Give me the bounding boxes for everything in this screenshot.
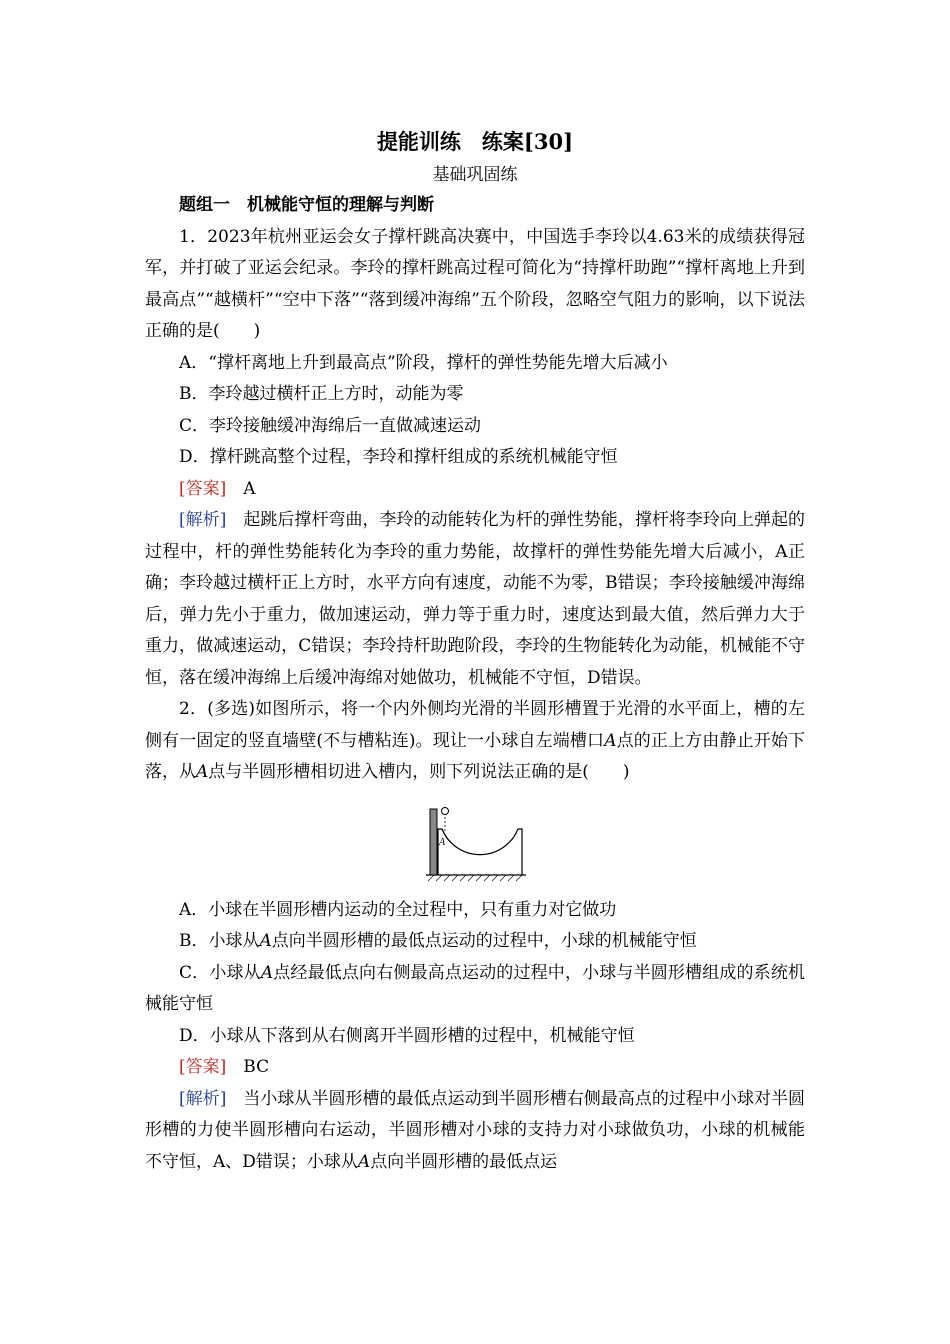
question-2-stem bbox=[145, 694, 805, 789]
page-title: 提能训练 练案[30] bbox=[376, 129, 574, 154]
ground-hatching bbox=[428, 875, 522, 881]
answer-tag: [答案] bbox=[179, 478, 227, 499]
point-label: A bbox=[259, 931, 272, 951]
group-heading: 题组一 机械能守恒的理解与判断 bbox=[179, 195, 434, 215]
question-2-analysis bbox=[145, 1084, 805, 1179]
stem-text: 2．(多选)如图所示，将一个内外侧均光滑的半圆形槽置于光滑的水平面上，槽的左侧有一固定的竖直墙壁(不与槽粘连)。现让一小球自左端槽口 bbox=[145, 699, 805, 751]
question-1-option-a: A．“撑杆离地上升到最高点”阶段，撑杆的弹性势能先增大后减小 bbox=[179, 352, 668, 373]
section-subtitle: 基础巩固练 bbox=[432, 165, 518, 185]
stem-text: 点与半圆形槽相切进入槽内，则下列说法正确的是( ) bbox=[208, 762, 630, 782]
question-2-answer bbox=[145, 1052, 805, 1084]
analysis-tag: [解析] bbox=[179, 510, 227, 530]
ball bbox=[442, 807, 449, 814]
option-text: C．小球从 bbox=[179, 962, 261, 983]
analysis-tag: [解析] bbox=[179, 1088, 227, 1109]
option-text: B．小球从 bbox=[179, 931, 260, 951]
question-1-option-c: C．李玲接触缓冲海绵后一直做减速运动 bbox=[179, 415, 482, 436]
point-label: A bbox=[196, 762, 209, 782]
point-label: A bbox=[604, 730, 617, 751]
question-2-option-a: A．小球在半圆形槽内运动的全过程中，只有重力对它做功 bbox=[179, 899, 617, 920]
half-pipe-diagram bbox=[420, 803, 530, 885]
question-2-option-b bbox=[145, 926, 805, 958]
option-text: 点经最低点向右侧最高点运动的过程中，小球与半圆形槽组成的系统机械能守恒 bbox=[145, 962, 806, 1014]
point-a-label: A bbox=[438, 836, 446, 848]
wall bbox=[430, 809, 437, 875]
point-label: A bbox=[260, 962, 274, 983]
analysis-text: 点向半圆形槽的最低点运 bbox=[370, 1151, 558, 1172]
question-1-option-d: D．撑杆跳高整个过程，李玲和撑杆组成的系统机械能守恒 bbox=[179, 447, 618, 467]
question-1-option-b: B．李玲越过横杆正上方时，动能为零 bbox=[179, 384, 464, 404]
option-text: 点向半圆形槽的最低点运动的过程中，小球的机械能守恒 bbox=[271, 931, 697, 951]
question-1-stem: 1．2023年杭州亚运会女子撑杆跳高决赛中，中国选手李玲以4.63米的成绩获得冠军，并打破了亚运会纪录。李玲的撑杆跳高过程可简化为“持撑杆助跑”“撑杆离地上升到最高点”“越横杆”“空中下落”“落到缓冲海绵”五个阶段，忽略空气阻力的影响，以下说法正确的是( ) bbox=[145, 226, 805, 341]
question-1-answer bbox=[145, 474, 805, 506]
answer-value: A bbox=[243, 478, 256, 499]
analysis-text: 当小球从半圆形槽的最低点运动到半圆形槽右侧最高点的过程中小球对半圆形槽的力使半圆形槽向右运动，半圆形槽对小球的支持力对小球做负功，小球的机械能不守恒，A、D错误；小球从 bbox=[145, 1088, 806, 1172]
answer-value: BC bbox=[243, 1057, 270, 1077]
question-2-option-c bbox=[145, 958, 805, 1021]
stem-text: 点的正上方由静止开始下落，从 bbox=[145, 730, 806, 782]
point-label: A bbox=[357, 1151, 371, 1172]
answer-tag: [答案] bbox=[179, 1057, 227, 1077]
question-2-figure bbox=[145, 803, 805, 885]
analysis-text: 起跳后撑杆弯曲，李玲的动能转化为杆的弹性势能，撑杆将李玲向上弹起的过程中，杆的弹性势能转化为李玲的重力势能，故撑杆的弹性势能先增大后减小，A正确；李玲越过横杆正上方时，水平方向有速度，动能不为零，B错误；李玲接触缓冲海绵后，弹力先小于重力，做加速运动，弹力等于重力时，速度达到最大值，然后弹力大于重力，做减速运动，C错误；李玲持杆助跑阶段，李玲的生物能转化为动能，机械能不守恒，落在缓冲海绵上后缓冲海绵对她做功，机械能不守恒，D错误。 bbox=[145, 510, 806, 688]
question-1-analysis bbox=[145, 505, 805, 694]
document-body bbox=[145, 128, 805, 1178]
question-2-option-d: D．小球从下落到从右侧离开半圆形槽的过程中，机械能守恒 bbox=[179, 1025, 635, 1046]
semicircular-trough bbox=[438, 829, 522, 875]
